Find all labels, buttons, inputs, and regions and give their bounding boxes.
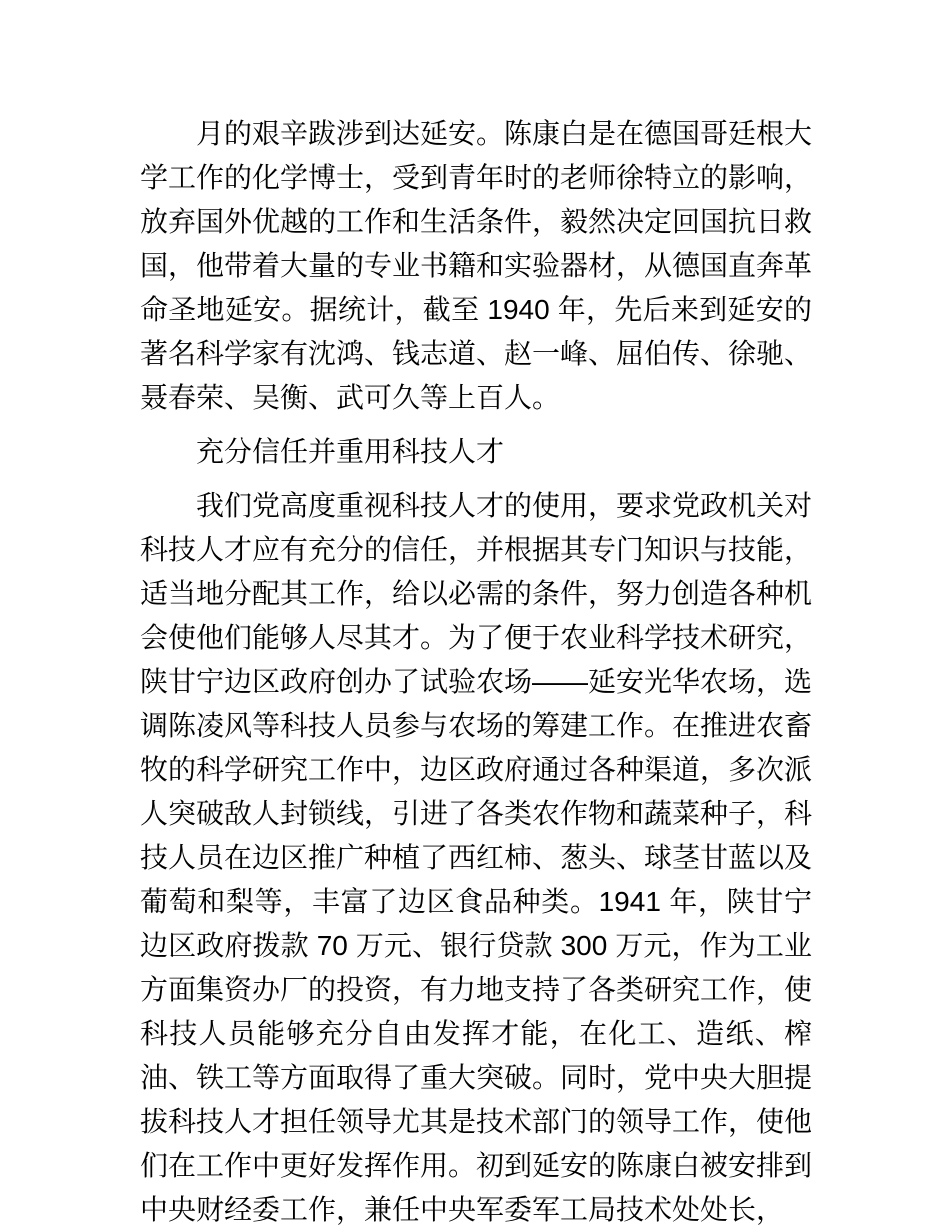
section-heading: 充分信任并重用科技人才 [196,436,505,467]
paragraph-body-2: 我们党高度重视科技人才的使用，要求党政机关对科技人才应有充分的信任，并根据其专门知识与技能，适当地分配其工作，给以必需的条件，努力创造各种机会使他们能够人尽其才。为了便于农业科学技术研究，陕甘宁边区政府创办了试验农场——延安光华农场，选调陈凌风等科技人员参与农场的筹建工作。在推进农畜牧的科学研究工作中，边区政府通过各种渠道，多次派人突破敌人封锁线，引进了各类农作物和蔬菜种子，科技人员在边区推广种植了西红柿、葱头、球茎甘蓝以及葡萄和梨等，丰富了边区食品种类。1941 年，陕甘宁边区政府拨款 70 万元、银行贷款 300 万元，作为工业方面集资办厂的投资，有力地支持了各类研究工作，使科技人员能够充分自由发挥才能，在化工、造纸、榨油、铁工等方面取得了重大突破。同时，党中央大胆提拔科技人才担任领导尤其是技术部门的领导工作，使他们在工作中更好发挥作用。初到延安的陈康白被安排到中央财经委工作，兼任中央军委军工局技术处处长， [140,490,813,1225]
document-text-column [140,112,812,1230]
paragraph-body-1: 月的艰辛跋涉到达延安。陈康白是在德国哥廷根大学工作的化学博士，受到青年时的老师徐特立的影响，放弃国外优越的工作和生活条件，毅然决定回国抗日救国，他带着大量的专业书籍和实验器材，从德国直奔革命圣地延安。据统计，截至 1940 年，先后来到延安的著名科学家有沈鸿、钱志道、赵一峰、屈伯传、徐驰、聂春荣、吴衡、武可久等上百人。 [140,118,813,413]
